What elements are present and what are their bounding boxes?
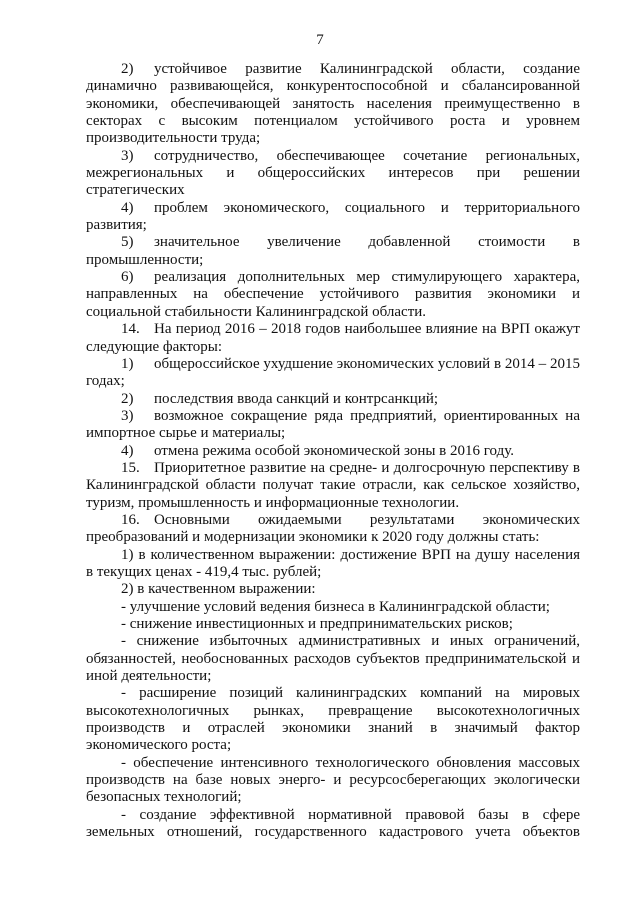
- paragraph: [86, 685, 580, 754]
- paragraph: [86, 599, 580, 616]
- paragraph: [86, 616, 580, 633]
- item-number: 4): [121, 442, 134, 459]
- paragraph-text: - создание эффективной нормативной правовой базы в сфере земельных отношений, государственного кадастрового учета объектов: [86, 806, 580, 841]
- item-number: 14.: [121, 321, 140, 338]
- paragraph: [86, 443, 580, 460]
- paragraph-text: возможное сокращение ряда предприятий, ориентированных на импортное сырье и материалы;: [86, 407, 580, 442]
- paragraph-text: значительное увеличение добавленной стоимости в промышленности;: [86, 234, 580, 268]
- document-body: [86, 61, 580, 841]
- paragraph: [86, 512, 580, 547]
- paragraph-text: Основными ожидаемыми результатами экономических преобразований и модернизации экономики к 2020 году должны стать:: [86, 511, 580, 546]
- paragraph-text: Приоритетное развитие на средне- и долгосрочную перспективу в Калининградской области получат такие отрасли, как сельское хозяйство, туризм, промышленность и информационные технологии.: [86, 459, 580, 511]
- paragraph-text: На период 2016 – 2018 годов наибольшее влияние на ВРП окажут следующие факторы:: [86, 321, 580, 355]
- paragraph-text: - обеспечение интенсивного технологического обновления массовых производств на базе новых энерго- и ресурсосберегающих экологически безопасных технологий;: [86, 754, 580, 806]
- item-number: 6): [121, 269, 134, 286]
- paragraph: [86, 234, 580, 269]
- paragraph: [86, 581, 580, 598]
- page-number: 7: [316, 32, 324, 48]
- paragraph-text: - снижение избыточных административных и иных ограничений, обязанностей, необоснованных расходов субъектов предпринимательской и иной деятельности;: [86, 633, 580, 685]
- paragraph: [86, 547, 580, 582]
- paragraph-text: устойчивое развитие Калининградской области, создание динамично развивающейся, конкурентоспособной и сбалансированной экономики, обеспечивающей занятость населения преимущественно в секторах с высоким потенциалом устойчивого роста и уровнем производительности труда;: [86, 61, 580, 147]
- paragraph-text: - расширение позиций калининградских компаний на мировых высокотехнологичных рынках, превращение высокотехнологичных производств и отраслей экономики знаний в значимый фактор экономического роста;: [86, 685, 580, 754]
- paragraph: [86, 148, 580, 200]
- paragraph-text: сотрудничество, обеспечивающее сочетание региональных, межрегиональных и общероссийских интересов при решении стратегических: [86, 147, 580, 199]
- paragraph-text: общероссийское ухудшение экономических условий в 2014 – 2015 годах;: [86, 355, 580, 390]
- paragraph: [86, 269, 580, 321]
- paragraph: [86, 633, 580, 685]
- paragraph: [86, 321, 580, 356]
- item-number: 16.: [121, 511, 140, 528]
- paragraph: [86, 807, 580, 842]
- item-number: 2): [121, 61, 134, 77]
- item-number: 2): [121, 390, 134, 407]
- paragraph-text: реализация дополнительных мер стимулирующего характера, направленных на обеспечение устойчивого развития экономики и социальной стабильности Калининградской области.: [86, 269, 580, 320]
- paragraph: [86, 391, 580, 408]
- paragraph: [86, 356, 580, 391]
- paragraph-text: - улучшение условий ведения бизнеса в Калининградской области;: [121, 598, 550, 615]
- paragraph: [86, 408, 580, 443]
- paragraph: [86, 460, 580, 512]
- item-number: 3): [121, 407, 134, 424]
- paragraph-text: отмена режима особой экономической зоны в 2016 году.: [154, 442, 514, 459]
- paragraph: [86, 200, 580, 235]
- paragraph-text: 1) в количественном выражении: достижение ВРП на душу населения в текущих ценах - 419,4 тыс. рублей;: [86, 546, 580, 580]
- item-number: 4): [121, 199, 134, 216]
- paragraph-text: проблем экономического, социального и территориального развития;: [86, 199, 580, 234]
- paragraph: [86, 755, 580, 807]
- item-number: 3): [121, 147, 134, 164]
- item-number: 1): [121, 355, 134, 372]
- item-number: 5): [121, 234, 134, 251]
- paragraph-text: последствия ввода санкций и контрсанкций;: [154, 390, 439, 407]
- paragraph-text: - снижение инвестиционных и предпринимательских рисков;: [121, 616, 513, 632]
- item-number: 15.: [121, 459, 140, 476]
- paragraph: [86, 61, 580, 148]
- paragraph-text: 2) в качественном выражении:: [121, 581, 316, 598]
